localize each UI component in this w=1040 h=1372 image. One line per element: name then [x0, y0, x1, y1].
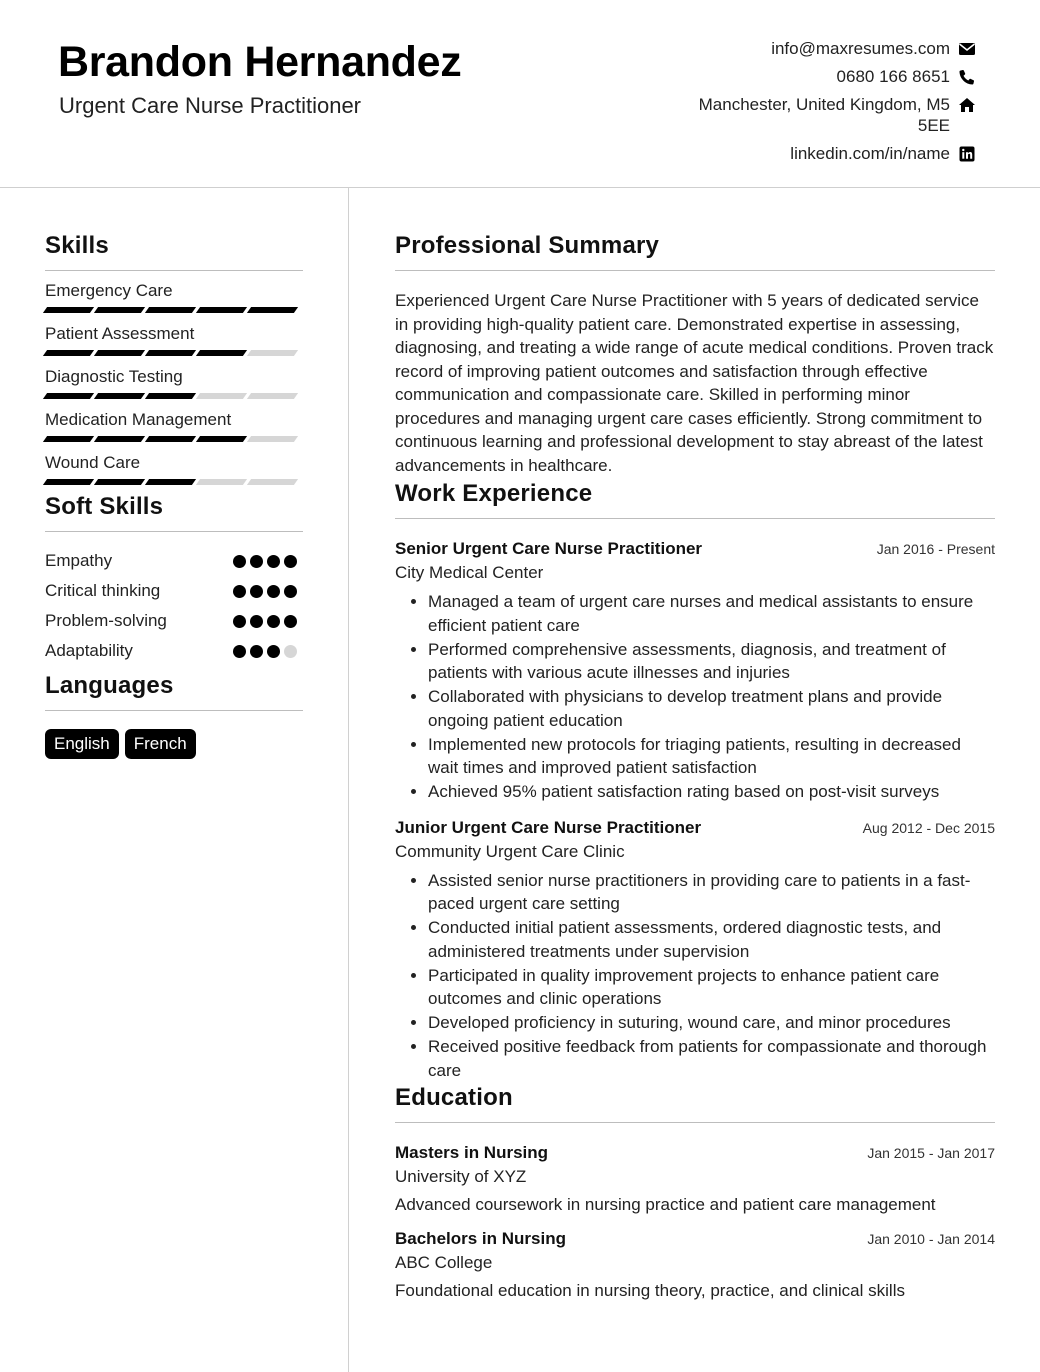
- phone-icon: [958, 68, 976, 86]
- skill-item: [45, 281, 303, 313]
- skill-item: [45, 453, 303, 485]
- job-bullet: • Performed comprehensive assessments, diagnosis, and treatment of patients with various acute illnesses and injuries: [428, 638, 995, 685]
- skill-name: Medication Management: [45, 410, 232, 429]
- home-icon: [958, 96, 976, 114]
- summary-rule: [395, 270, 995, 271]
- skill-item: [45, 410, 303, 442]
- contact-phone-text[interactable]: 0680 166 8651: [836, 67, 950, 86]
- soft-skill-item: [45, 576, 303, 606]
- skills-rule: [45, 270, 303, 271]
- job-bullet: • Implemented new protocols for triaging patients, resulting in decreased wait times and improved patient satisfaction: [428, 733, 995, 780]
- job-date: Aug 2012 - Dec 2015: [862, 819, 995, 836]
- education-description: Foundational education in nursing theory, practice, and clinical skills: [395, 1281, 905, 1300]
- job-bullet: • Collaborated with physicians to develop treatment plans and provide ongoing patient education: [428, 685, 995, 732]
- summary-heading: Professional Summary: [395, 232, 660, 259]
- resume-header: [0, 0, 1040, 188]
- language-badge: English: [45, 729, 119, 759]
- skill-item: [45, 367, 303, 399]
- skill-name: Wound Care: [45, 453, 141, 472]
- job-title: Junior Urgent Care Nurse Practitioner: [395, 817, 702, 837]
- contact-email[interactable]: [656, 38, 976, 59]
- soft-skill-rating: [233, 555, 303, 568]
- contact-address: [656, 94, 976, 136]
- summary-text: Experienced Urgent Care Nurse Practitioner with 5 years of dedicated service in providing high-quality patient care. Demonstrated expertise in assessing, diagnosing, and treating a wide range of acute medical conditions. Proven track record of improving patient outcomes and satisfaction through effective communication and compassionate care. Skilled in performing minor procedures and managing urgent care cases efficiently. Strong commitment to continuous learning and professional development to stay abreast of the latest advancements in healthcare.: [395, 291, 994, 475]
- job-bullet: • Received positive feedback from patients for compassionate and thorough care: [428, 1035, 995, 1082]
- right-column: [395, 232, 995, 1301]
- soft-skill-rating: [233, 615, 303, 628]
- skills-list: [45, 281, 303, 485]
- education-date: Jan 2015 - Jan 2017: [867, 1145, 995, 1161]
- candidate-name: Brandon Hernandez: [58, 38, 462, 86]
- skill-level-bar: [45, 393, 303, 399]
- contact-linkedin[interactable]: [656, 143, 976, 164]
- job-entry: [395, 818, 995, 1083]
- job-organization: Community Urgent Care Clinic: [395, 841, 625, 861]
- soft-skill-item: [45, 546, 303, 576]
- language-badge: French: [125, 729, 196, 759]
- soft-skill-name: Problem-solving: [45, 611, 167, 630]
- job-bullet: • Developed proficiency in suturing, wound care, and minor procedures: [428, 1011, 995, 1035]
- education-school: ABC College: [395, 1253, 493, 1272]
- skill-level-bar: [45, 436, 303, 442]
- job-bullets: [428, 590, 995, 804]
- skill-name: Emergency Care: [45, 281, 173, 300]
- job-bullet: • Participated in quality improvement projects to enhance patient care outcomes and clinic operations: [428, 964, 995, 1011]
- contact-phone[interactable]: [656, 66, 976, 87]
- contact-block: [656, 38, 976, 171]
- education-entry: [395, 1229, 995, 1301]
- job-bullet: • Achieved 95% patient satisfaction rating based on post-visit surveys: [428, 780, 995, 804]
- education-degree: Bachelors in Nursing: [395, 1229, 566, 1248]
- job-title: Senior Urgent Care Nurse Practitioner: [395, 539, 703, 558]
- education-rule: [395, 1122, 995, 1123]
- soft-skill-name: Adaptability: [45, 641, 133, 660]
- education-degree: Masters in Nursing: [395, 1143, 549, 1162]
- skill-item: [45, 324, 303, 356]
- contact-address-text: Manchester, United Kingdom, M5 5EE: [698, 95, 950, 135]
- soft-skill-item: [45, 636, 303, 666]
- skill-level-bar: [45, 307, 303, 313]
- left-column: [45, 232, 303, 759]
- linkedin-icon: [958, 145, 976, 163]
- soft-skill-name: Critical thinking: [45, 581, 161, 600]
- skill-name: Patient Assessment: [45, 324, 195, 343]
- job-bullet: • Assisted senior nurse practitioners in providing care to patients in a fast-paced urgent care setting: [428, 869, 995, 916]
- skill-level-bar: [45, 479, 303, 485]
- contact-linkedin-text[interactable]: linkedin.com/in/name: [790, 144, 950, 163]
- skill-name: Diagnostic Testing: [45, 367, 183, 386]
- soft-skill-name: Empathy: [45, 551, 113, 570]
- soft-skills-heading: Soft Skills: [45, 493, 164, 520]
- column-divider: [348, 188, 349, 1372]
- experience-heading: Work Experience: [395, 480, 593, 507]
- languages-rule: [45, 710, 303, 711]
- education-school: University of XYZ: [395, 1167, 527, 1186]
- skill-level-bar: [45, 350, 303, 356]
- education-heading: Education: [395, 1084, 513, 1111]
- soft-skill-item: [45, 606, 303, 636]
- job-bullet: • Managed a team of urgent care nurses and medical assistants to ensure efficient patient care: [428, 590, 995, 637]
- job-bullets: [428, 869, 995, 1083]
- candidate-title: Urgent Care Nurse Practitioner: [59, 93, 362, 118]
- experience-rule: [395, 518, 995, 519]
- job-organization: City Medical Center: [395, 563, 544, 582]
- soft-skill-rating: [233, 585, 303, 598]
- job-date: Jan 2016 - Present: [876, 541, 995, 557]
- job-entry: [395, 539, 995, 804]
- job-bullet: • Conducted initial patient assessments, ordered diagnostic tests, and administered treatments under supervision: [428, 916, 995, 963]
- skills-heading: Skills: [45, 232, 109, 259]
- languages-heading: Languages: [45, 672, 174, 699]
- soft-skill-rating: [233, 645, 303, 658]
- envelope-icon: [958, 40, 976, 58]
- contact-email-text[interactable]: info@maxresumes.com: [771, 39, 950, 58]
- education-date: Jan 2010 - Jan 2014: [867, 1231, 995, 1247]
- soft-skills-list: [45, 546, 303, 666]
- education-description: Advanced coursework in nursing practice and patient care management: [395, 1195, 936, 1214]
- languages-list: [45, 729, 303, 759]
- education-entry: [395, 1143, 995, 1215]
- soft-skills-rule: [45, 531, 303, 532]
